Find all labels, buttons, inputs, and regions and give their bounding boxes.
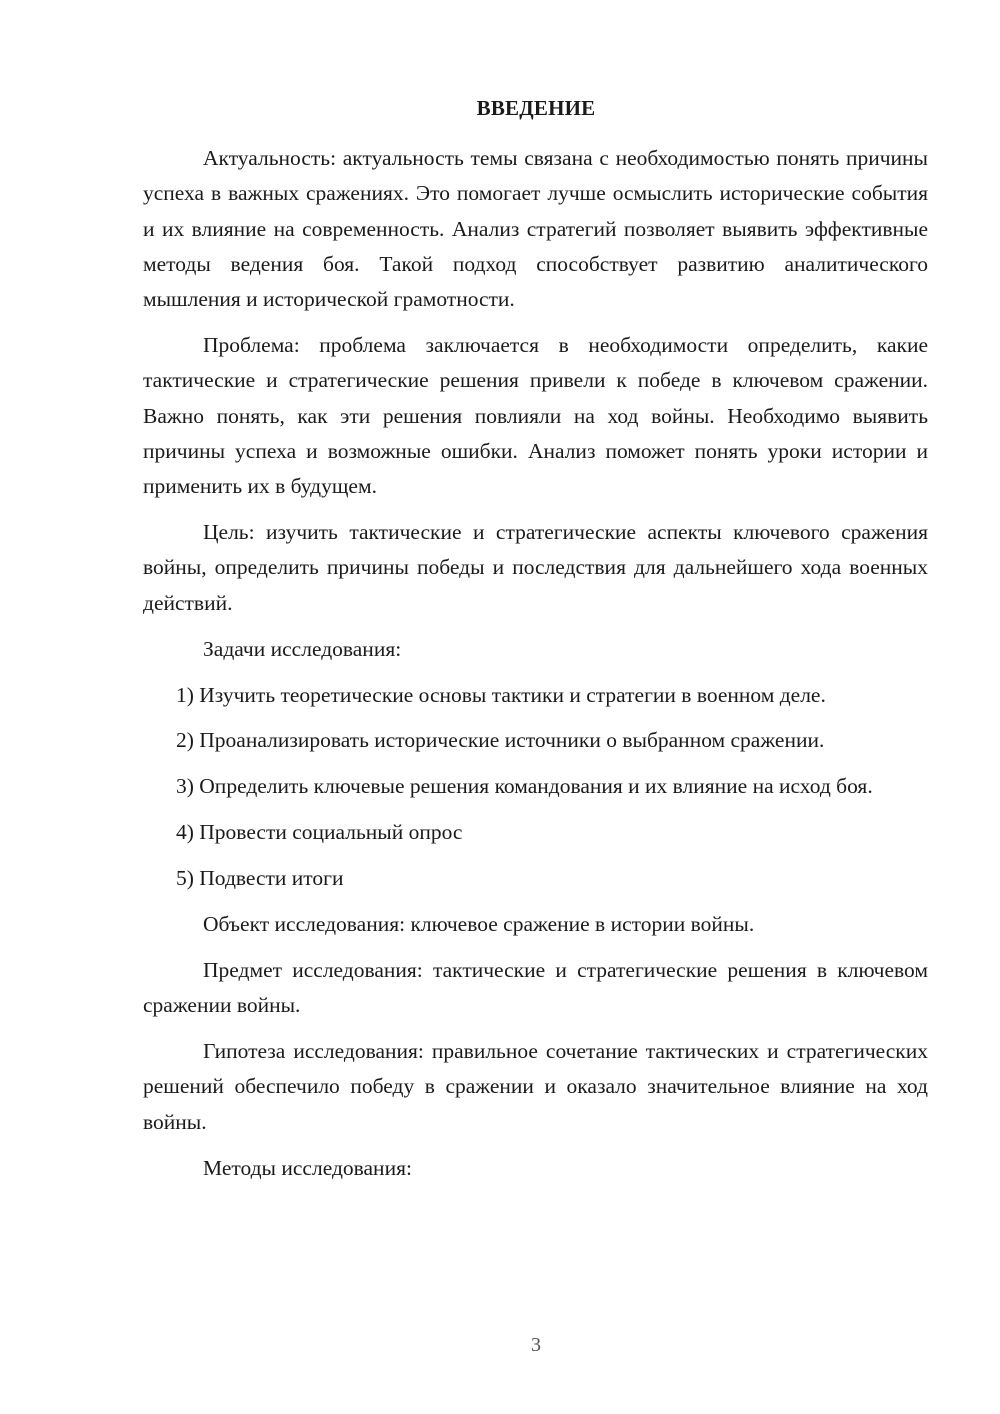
page-number: 3 xyxy=(531,1334,541,1356)
paragraph-methods: Методы исследования: xyxy=(203,1155,412,1180)
paragraph-hypothesis: Гипотеза исследования: правильное сочетание тактических и стратегических решений обеспечило победу в сражении и оказало значительное влияние на ход войны. xyxy=(143,1039,928,1134)
paragraph-problem: Проблема: проблема заключается в необходимости определить, какие тактические и стратегические решения привели к победе в ключевом сражении. Важно понять, как эти решения повлияли на ход войны. Необходимо выявить причины успеха и возможные ошибки. Анализ поможет понять уроки истории и применить их в будущем. xyxy=(143,333,928,499)
section-heading: ВВЕДЕНИЕ xyxy=(476,96,596,120)
task-item-4: 4) Провести социальный опрос xyxy=(176,820,463,845)
task-item-2: 2) Проанализировать исторические источники о выбранном сражении. xyxy=(176,728,825,753)
paragraph-subject: Предмет исследования: тактические и стратегические решения в ключевом сражении войны. xyxy=(143,957,928,1018)
task-item-1: 1) Изучить теоретические основы тактики и стратегии в военном деле. xyxy=(176,682,826,707)
task-item-5: 5) Подвести итоги xyxy=(176,866,344,891)
paragraph-relevance: Актуальность: актуальность темы связана с необходимостью понять причины успеха в важных сражениях. Это помогает лучше осмыслить исторические события и их влияние на современность. Анализ стратегий позволяет выявить эффективные методы ведения боя. Такой подход способствует развитию аналитического мышления и исторической грамотности. xyxy=(143,146,928,312)
paragraph-object: Объект исследования: ключевое сражение в истории войны. xyxy=(203,911,755,936)
task-item-3: 3) Определить ключевые решения командования и их влияние на исход боя. xyxy=(176,774,873,799)
body-text xyxy=(143,141,928,1196)
paragraph-goal: Цель: изучить тактические и стратегические аспекты ключевого сражения войны, определить причины победы и последствия для дальнейшего хода военных действий. xyxy=(143,520,928,615)
paragraph-tasks-heading: Задачи исследования: xyxy=(203,636,402,661)
